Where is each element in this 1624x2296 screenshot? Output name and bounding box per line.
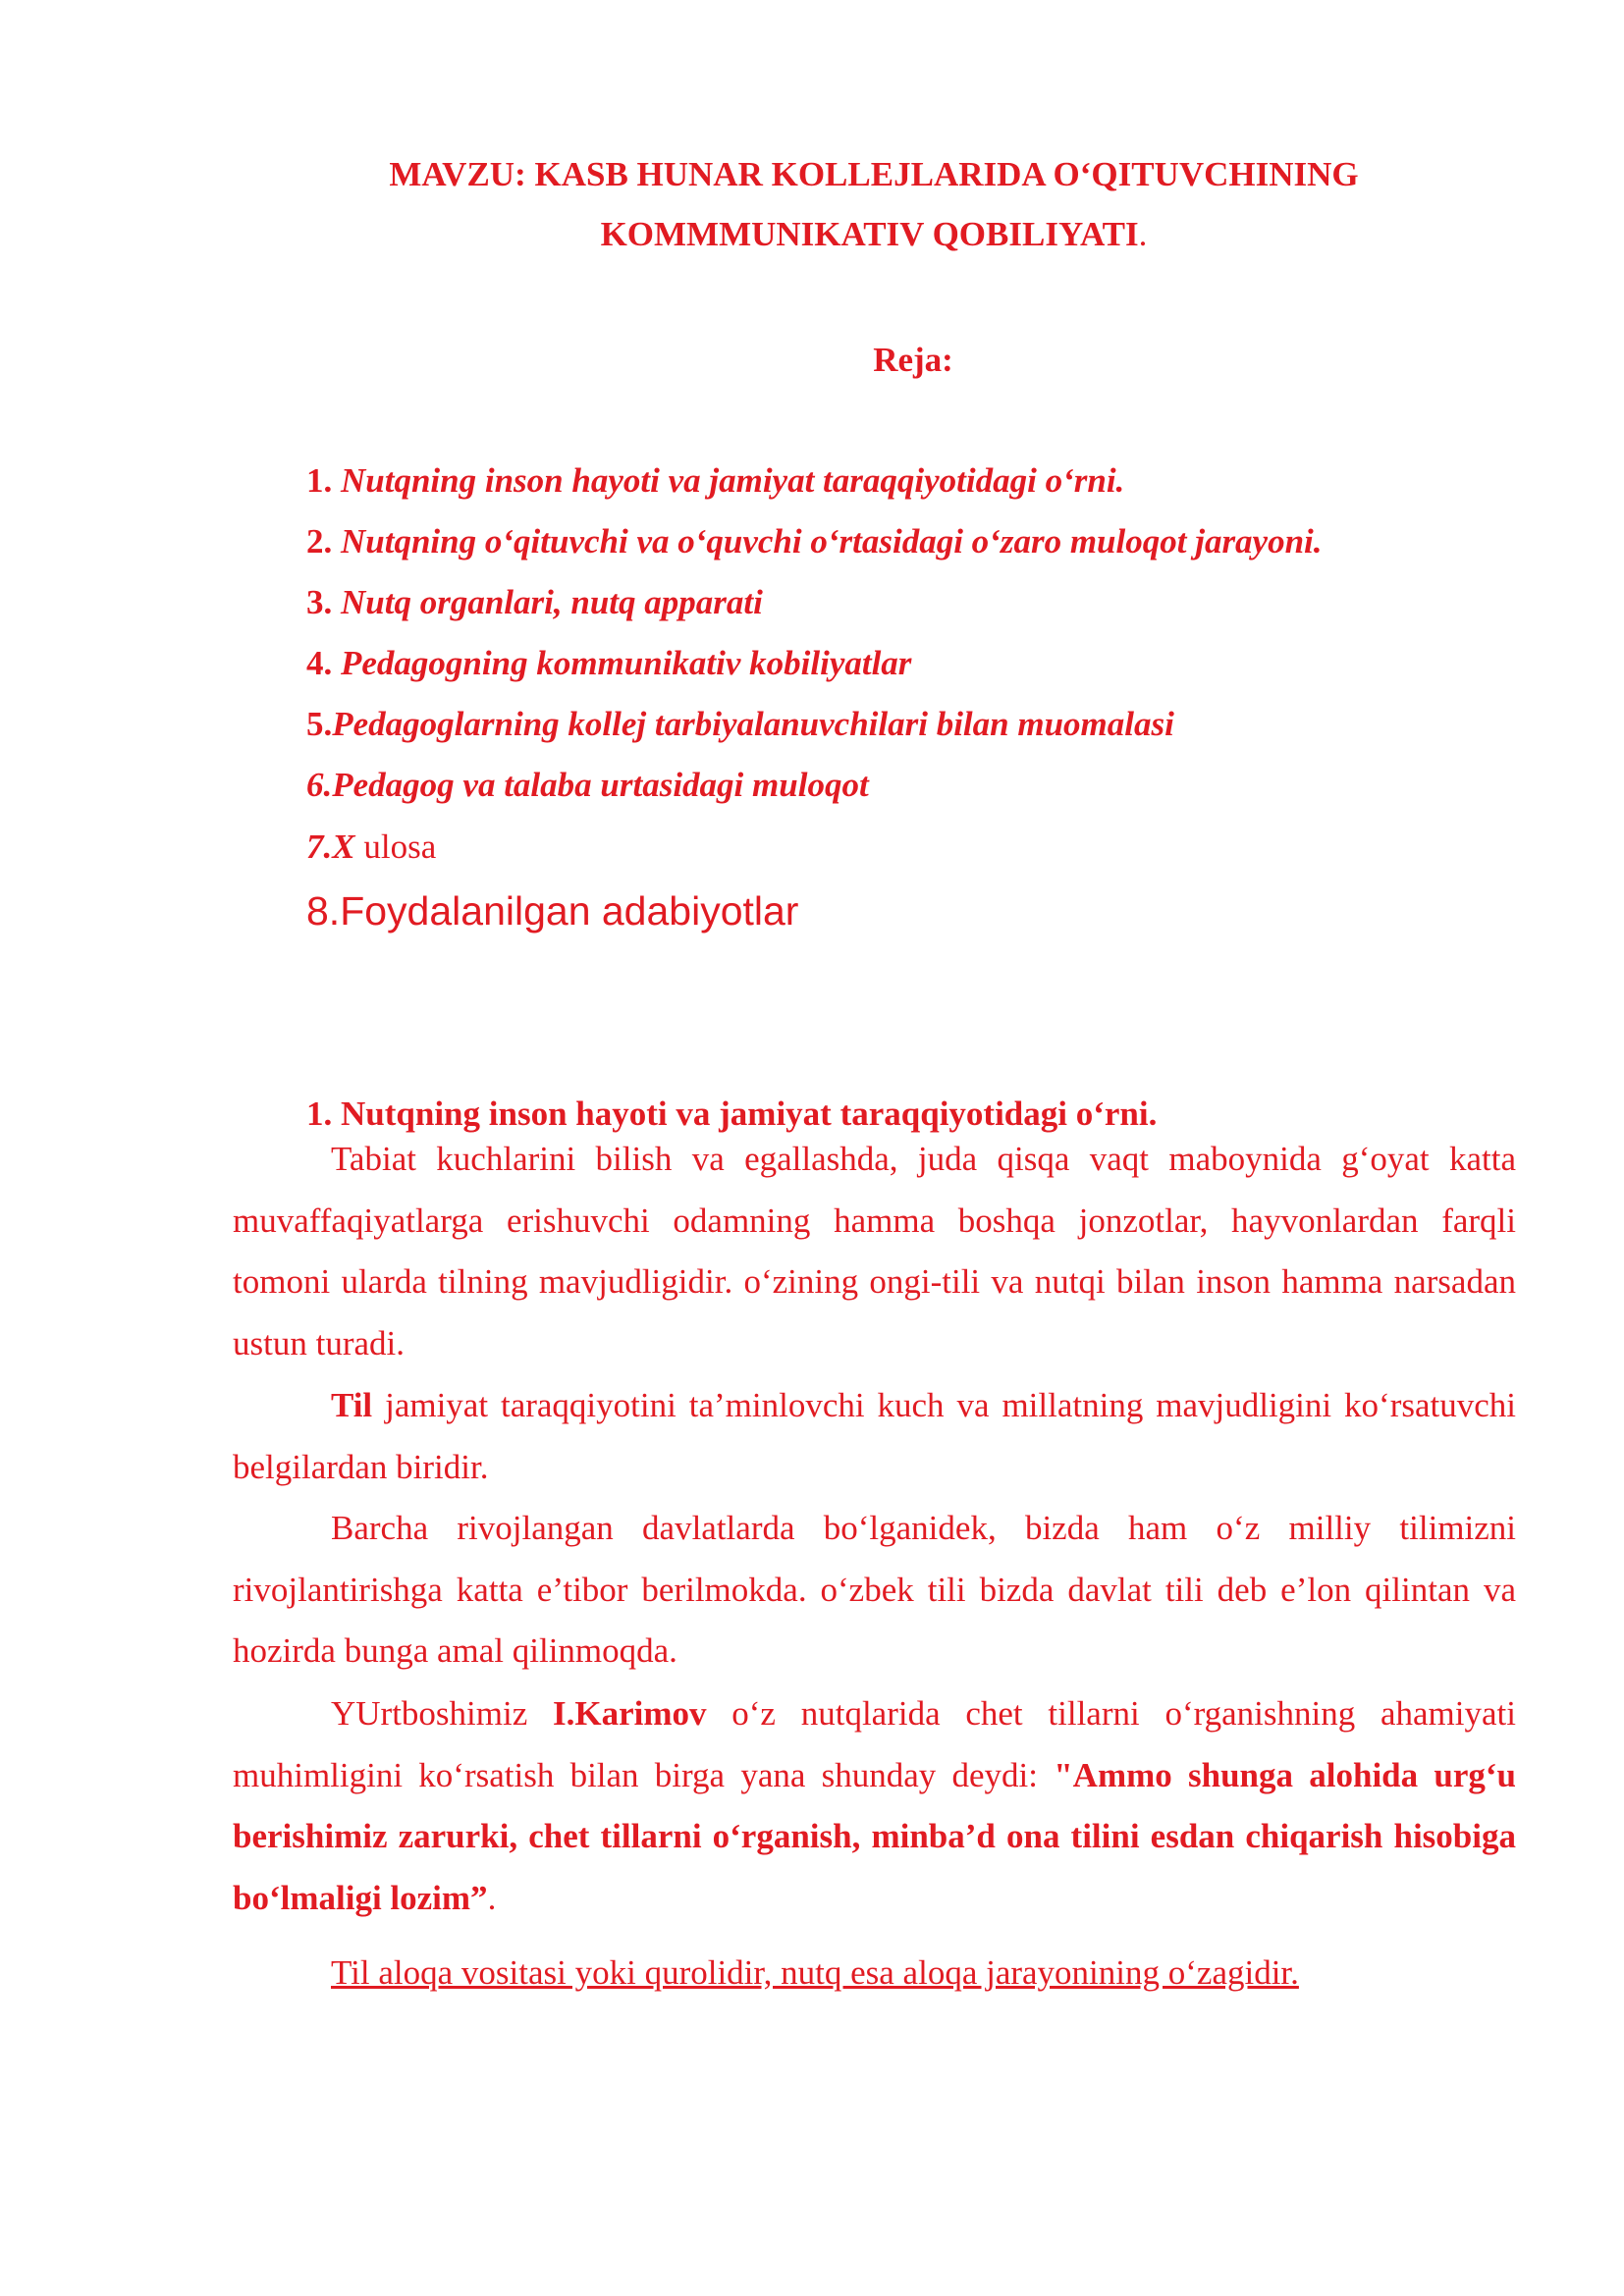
- paragraph-4-quote: "Ammo shunga alohida urg‘u berishimiz zarurki, chet tillarni o‘rganish, minba’d ona tilini esdan chiqarish hisobiga bo‘lmaligi lozim”: [233, 1755, 1516, 1918]
- title-text-2: KOMMMUNIKATIV QOBILIYATI: [600, 215, 1139, 253]
- paragraph-2: [233, 1375, 1516, 1498]
- plan-item-6: [306, 766, 869, 805]
- plan-item-8-num: 8.: [306, 888, 341, 934]
- plan-item-3-text: Nutq organlari, nutq apparati: [341, 583, 763, 621]
- plan-item-1-text: Nutqning inson hayoti va jamiyat taraqqiyotidagi o‘rni.: [341, 461, 1125, 500]
- plan-item-2: [306, 522, 1323, 561]
- paragraph-4-end: .: [487, 1879, 497, 1918]
- plan-item-1-num: 1.: [306, 461, 341, 500]
- paragraph-3: Barcha rivojlangan davlatlarda bo‘lganidek, bizda ham o‘z milliy tilimizni rivojlantirishga katta e’tibor berilmokda. o‘zbek tili bizda davlat tili deb e’lon qilintan va hozirda bunga amal qilinmoqda.: [233, 1509, 1516, 1671]
- plan-item-6-text: Pedagog va talaba urtasidagi muloqot: [332, 766, 869, 804]
- plan-item-1: [306, 461, 1124, 501]
- paragraph-4-start: YUrtboshimiz: [331, 1694, 554, 1733]
- plan-item-8-text: Foydalanilgan adabiyotlar: [340, 888, 799, 934]
- underlined-statement: Til aloqa vositasi yoki qurolidir, nutq esa aloqa jarayonining o‘zagidir.: [331, 1953, 1299, 1992]
- plan-item-3-num: 3.: [306, 583, 341, 621]
- plan-item-8: [306, 888, 798, 934]
- section-heading: 1. Nutqning inson hayoti va jamiyat taraqqiyotidagi o‘rni.: [306, 1095, 1158, 1133]
- paragraph-2-bold: Til: [331, 1386, 373, 1424]
- paragraph-4-middle: o‘z nutqlarida chet tillarni o‘rganishning ahamiyati muhimligini ko‘rsatish bilan birga yana shunday deydi:: [233, 1694, 1516, 1794]
- title-line-2: [0, 215, 1624, 254]
- plan-item-7-text: ulosa: [363, 828, 437, 866]
- title-text-1: MAVZU: KASB HUNAR KOLLEJLARIDA O‘QITUVCHINING: [389, 155, 1359, 193]
- plan-item-2-num: 2.: [306, 522, 341, 561]
- plan-item-4-num: 4.: [306, 644, 341, 682]
- paragraph-4: [233, 1683, 1516, 1930]
- paragraph-1: Tabiat kuchlarini bilish va egallashda, juda qisqa vaqt maboynida g‘oyat katta muvaffaqiyatlarga erishuvchi odamning hamma boshqa jonzotlar, hayvonlardan farqli tomoni ularda tilning mavjudligidir. o‘zining ongi-tili va nutqi bilan inson hamma narsadan ustun turadi.: [233, 1140, 1516, 1363]
- plan-item-7-num: 7.X: [306, 828, 364, 866]
- plan-item-4: [306, 644, 911, 683]
- plan-item-6-num: 6.: [306, 766, 333, 804]
- paragraph-4-name: I.Karimov: [553, 1694, 707, 1733]
- plan-item-5-text: Pedagoglarning kollej tarbiyalanuvchilari bilan muomalasi: [332, 705, 1174, 743]
- title-line-1: [0, 155, 1624, 194]
- paragraph-2-text: jamiyat taraqqiyotini ta’minlovchi kuch va millatning mavjudligini ko‘rsatuvchi belgilardan biridir.: [233, 1386, 1516, 1486]
- plan-item-5: [306, 705, 1174, 744]
- plan-item-4-text: Pedagogning kommunikativ kobiliyatlar: [341, 644, 912, 682]
- plan-item-2-text: Nutqning o‘qituvchi va o‘quvchi o‘rtasidagi o‘zaro muloqot jarayoni.: [341, 522, 1323, 561]
- plan-heading: Reja:: [873, 341, 953, 379]
- plan-item-5-num: 5.: [306, 705, 333, 743]
- plan-item-7: [306, 828, 436, 867]
- plan-item-3: [306, 583, 763, 622]
- title-dot: .: [1138, 215, 1148, 253]
